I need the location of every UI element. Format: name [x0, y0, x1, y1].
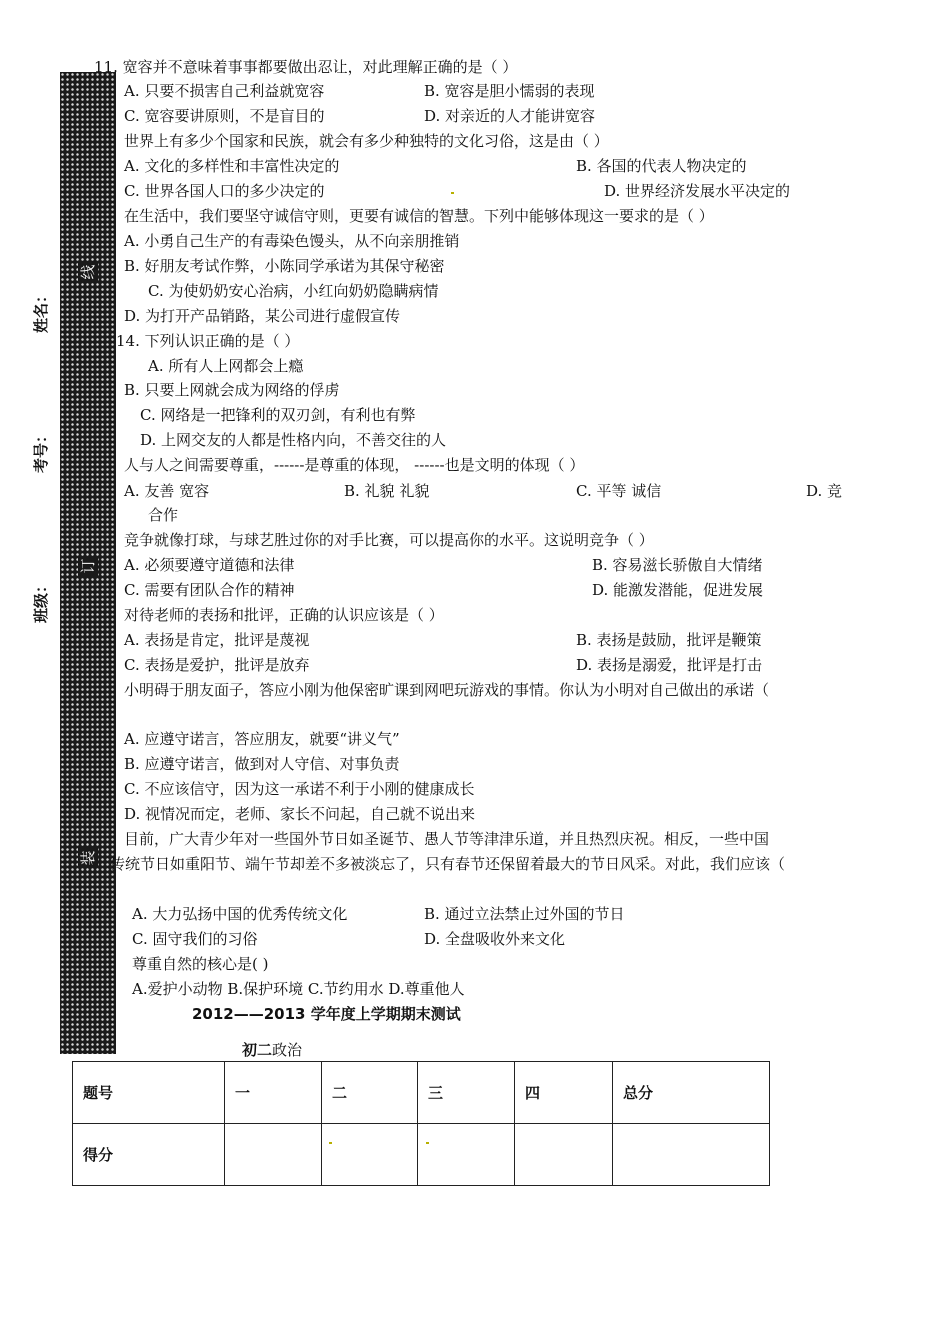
table-cell: 总分 — [613, 1062, 770, 1124]
subject-line — [242, 1040, 302, 1060]
option-line: C. 网络是一把锋利的双刃剑，有利也有弊 — [140, 406, 416, 424]
option-line: A. 小勇自己生产的有毒染色馒头，从不向亲朋推销 — [124, 232, 460, 250]
option-line: C. 需要有团队合作的精神 — [124, 581, 295, 599]
score-input-cell[interactable] — [418, 1124, 515, 1186]
binding-char-xian: 线 — [78, 262, 98, 282]
option-line: D. 全盘吸收外来文化 — [424, 930, 566, 948]
scan-speck — [451, 192, 454, 194]
question-16: 竞争就像打球，与球艺胜过你的对手比赛，可以提高你的水平。这说明竞争（ ） — [124, 531, 654, 549]
option-line: B. 只要上网就会成为网络的俘虏 — [124, 381, 340, 399]
option-line: 合作 — [148, 506, 179, 524]
question-17: 对待老师的表扬和批评，正确的认识应该是（ ） — [124, 606, 444, 624]
option-line: B. 通过立法禁止过外国的节日 — [424, 905, 625, 923]
option-line: A. 应遵守诺言，答应朋友，就要“讲义气” — [124, 730, 400, 748]
table-row — [73, 1062, 770, 1124]
table-cell: 三 — [418, 1062, 515, 1124]
question-20: 尊重自然的核心是( ) — [132, 955, 269, 973]
table-row — [73, 1124, 770, 1186]
score-input-cell[interactable] — [322, 1124, 418, 1186]
option-line: B. 宽容是胆小懦弱的表现 — [424, 82, 595, 100]
option-line: C. 世界各国人口的多少决定的 — [124, 182, 325, 200]
option-line: C. 平等 诚信 — [576, 482, 662, 500]
option-line: C. 表扬是爱护，批评是放弃 — [124, 656, 310, 674]
exam-title: 2012——2013 学年度上学期期末测试 — [192, 1005, 461, 1023]
question-11: 11. 宽容并不意味着事事都要做出忍让，对此理解正确的是（ ） — [94, 58, 518, 76]
option-line: B. 好朋友考试作弊，小陈同学承诺为其保守秘密 — [124, 257, 445, 275]
score-table — [72, 1061, 770, 1186]
option-line: C. 为使奶奶安心治病，小红向奶奶隐瞒病情 — [148, 282, 439, 300]
option-line: A. 友善 宽容 — [124, 482, 210, 500]
option-line: D. 视情况而定，老师、家长不问起，自己就不说出来 — [124, 805, 476, 823]
table-cell: 题号 — [73, 1062, 225, 1124]
option-line: B. 容易滋长骄傲自大情绪 — [592, 556, 763, 574]
question-14: 14. 下列认识正确的是（ ） — [116, 332, 300, 350]
option-line: C. 不应该信守，因为这一承诺不利于小刚的健康成长 — [124, 780, 475, 798]
table-cell: 二 — [322, 1062, 418, 1124]
option-line: A. 必须要遵守道德和法律 — [124, 556, 295, 574]
table-cell: 四 — [515, 1062, 613, 1124]
scan-speck — [426, 1142, 429, 1144]
option-line: D. 上网交友的人都是性格内向，不善交往的人 — [140, 431, 447, 449]
option-line: D. 表扬是溺爱，批评是打击 — [576, 656, 763, 674]
question-19: 目前，广大青少年对一些国外节日如圣诞节、愚人节等津津乐道，并且热烈庆祝。相反，一些中国 — [124, 830, 770, 848]
option-line: D. 竞 — [806, 482, 843, 500]
option-line: B. 应遵守诺言，做到对人守信、对事负责 — [124, 755, 400, 773]
question-18: 小明碍于朋友面子，答应小刚为他保密旷课到网吧玩游戏的事情。你认为小明对自己做出的承诺（ — [124, 681, 770, 699]
option-line: C. 宽容要讲原则，不是盲目的 — [124, 107, 325, 125]
question-12: 世界上有多少个国家和民族，就会有多少种独特的文化习俗，这是由（ ） — [124, 132, 609, 150]
option-line: B. 礼貌 礼貌 — [344, 482, 430, 500]
option-line: A. 所有人上网都会上瘾 — [148, 357, 304, 375]
exam-number-label: 考号： — [32, 427, 51, 474]
name-label: 姓名： — [32, 287, 51, 334]
table-cell: 一 — [225, 1062, 322, 1124]
option-line: D. 为打开产品销路，某公司进行虚假宣传 — [124, 307, 401, 325]
option-line: A. 表扬是肯定，批评是蔑视 — [124, 631, 310, 649]
option-line: B. 各国的代表人物决定的 — [576, 157, 747, 175]
class-label: 班级： — [32, 577, 51, 624]
binding-char-ding: 订 — [78, 556, 98, 576]
table-cell: 得分 — [73, 1124, 225, 1186]
option-line: C. 固守我们的习俗 — [132, 930, 258, 948]
option-line: A. 只要不损害自己利益就宽容 — [124, 82, 325, 100]
option-line: D. 世界经济发展水平决定的 — [604, 182, 791, 200]
binding-char-zhuang: 装 — [78, 848, 98, 868]
option-line: D. 对亲近的人才能讲宽容 — [424, 107, 596, 125]
score-input-cell[interactable] — [613, 1124, 770, 1186]
option-line: D. 能激发潜能，促进发展 — [592, 581, 764, 599]
option-line: A. 文化的多样性和丰富性决定的 — [124, 157, 340, 175]
binding-margin — [60, 72, 116, 1054]
score-input-cell[interactable] — [515, 1124, 613, 1186]
option-line: B. 表扬是鼓励，批评是鞭策 — [576, 631, 762, 649]
option-line: A.爱护小动物 B.保护环境 C.节约用水 D.尊重他人 — [132, 980, 465, 998]
question-15: 人与人之间需要尊重，------是尊重的体现， ------也是文明的体现（ ） — [124, 456, 585, 474]
score-input-cell[interactable] — [225, 1124, 322, 1186]
scan-speck — [329, 1142, 332, 1144]
question-19-cont: 传统节日如重阳节、端午节却差不多被淡忘了，只有春节还保留着最大的节日风采。对此，我们应该（ — [110, 855, 786, 873]
subject-name: 政治 — [272, 1041, 303, 1059]
question-13: 在生活中，我们要坚守诚信守则，更要有诚信的智慧。下列中能够体现这一要求的是（ ） — [124, 207, 714, 225]
option-line: A. 大力弘扬中国的优秀传统文化 — [132, 905, 348, 923]
subject-prefix: 初二 — [242, 1041, 273, 1059]
